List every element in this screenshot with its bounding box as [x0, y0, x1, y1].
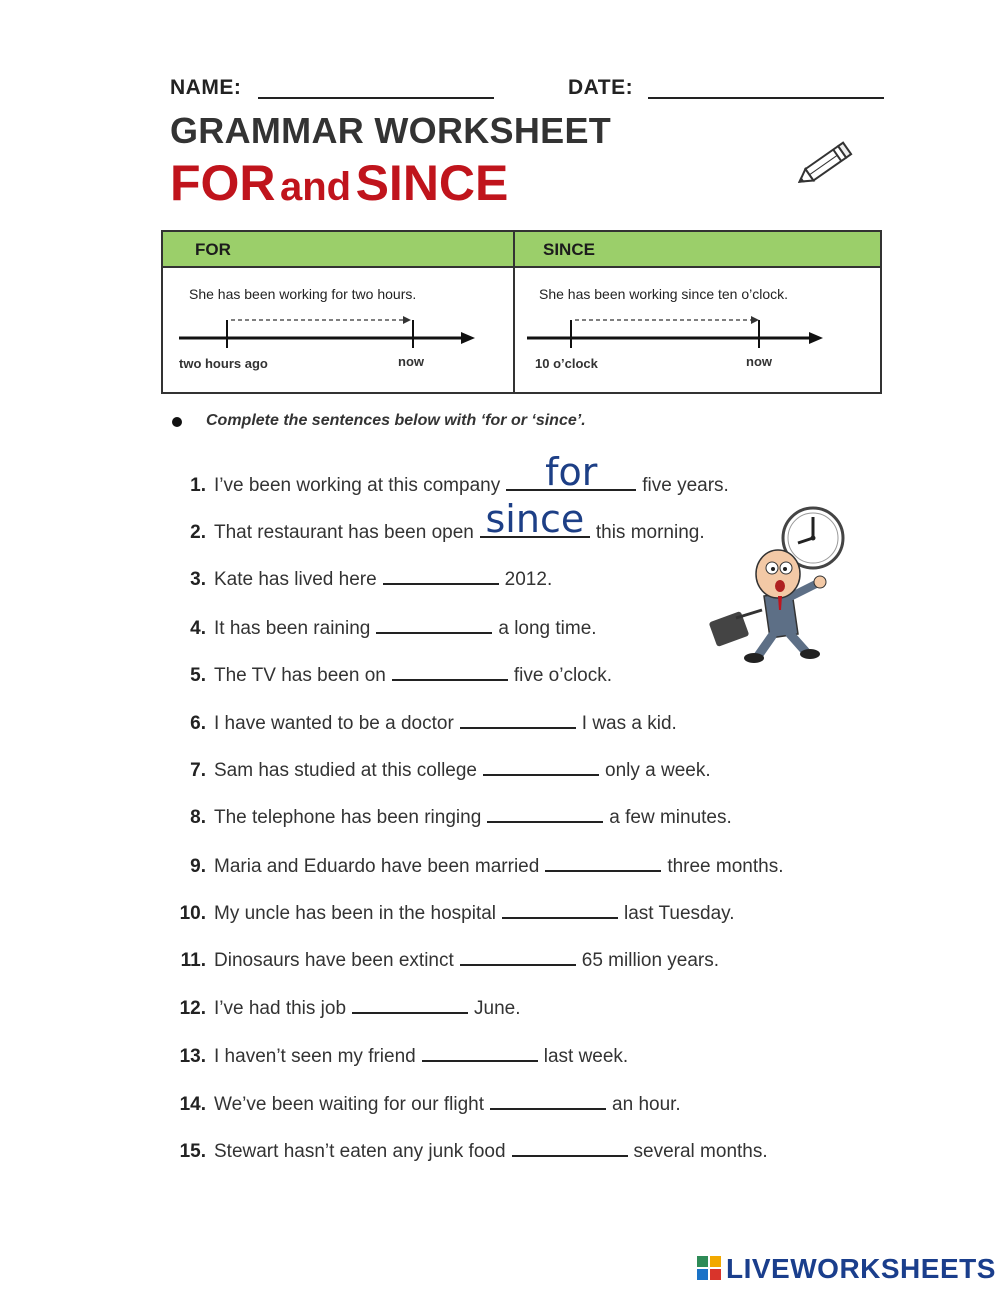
question-row [170, 661, 612, 691]
worksheet-subtitle [170, 155, 509, 211]
answer-blank[interactable] [483, 758, 599, 776]
question-row [170, 709, 677, 739]
answer-blank[interactable] [487, 805, 603, 823]
question-text-after: a few minutes. [609, 807, 732, 828]
question-text-before: The TV has been on [214, 665, 386, 686]
answer-blank[interactable] [422, 1044, 538, 1062]
question-row [170, 994, 521, 1024]
for-heading: FOR [195, 240, 231, 259]
question-text-after: several months. [633, 1141, 768, 1162]
question-text-before: I’ve been working at this company [214, 475, 501, 496]
question-row [170, 614, 597, 644]
since-end-label: now [746, 354, 772, 369]
answer-blank[interactable] [460, 711, 576, 729]
question-number: 5. [190, 665, 206, 686]
instruction-text: Complete the sentences below with ‘for or ‘since’. [206, 412, 586, 429]
worksheet-title: GRAMMAR WORKSHEET [170, 110, 612, 151]
subtitle-for: FOR [170, 155, 276, 211]
question-row [170, 1042, 628, 1072]
question-number: 13. [179, 1046, 206, 1067]
question-number: 4. [190, 618, 206, 639]
date-field[interactable] [648, 97, 884, 99]
question-number: 8. [190, 807, 206, 828]
answer-blank[interactable] [376, 616, 492, 634]
question-text-before: We’ve been waiting for our flight [214, 1094, 485, 1115]
question-number: 3. [190, 569, 206, 590]
for-example: She has been working for two hours. [189, 286, 417, 302]
handwritten-answer: for [545, 450, 598, 494]
answer-blank[interactable] [502, 901, 618, 919]
question-text-after: an hour. [612, 1094, 681, 1115]
question-number: 1. [190, 475, 206, 496]
since-heading: SINCE [543, 240, 595, 259]
question-text-after: last Tuesday. [624, 903, 735, 924]
date-label: DATE: [568, 76, 634, 99]
question-row [170, 852, 783, 882]
since-timeline [525, 310, 825, 350]
answer-blank[interactable] [506, 450, 636, 494]
for-end-label: now [398, 354, 424, 369]
question-row [170, 803, 732, 833]
table-header-row [163, 232, 880, 268]
table-divider [513, 232, 515, 392]
question-text-before: Maria and Eduardo have been married [214, 856, 540, 877]
question-text-before: Kate has lived here [214, 569, 377, 590]
question-number: 9. [190, 856, 206, 877]
question-text-before: My uncle has been in the hospital [214, 903, 497, 924]
liveworksheets-logo-icon [696, 1255, 722, 1281]
question-number: 12. [179, 998, 206, 1019]
businessman-icon [706, 548, 846, 666]
question-number: 7. [190, 760, 206, 781]
answer-blank[interactable] [545, 854, 661, 872]
question-row [170, 450, 729, 501]
question-text-after: last week. [543, 1046, 629, 1067]
for-start-label: two hours ago [179, 356, 268, 371]
question-row [170, 899, 735, 929]
question-text-before: It has been raining [214, 618, 371, 639]
question-text-after: 2012. [504, 569, 553, 590]
question-row [170, 946, 719, 976]
answer-blank[interactable] [383, 567, 499, 585]
question-text-after: five o’clock. [513, 665, 613, 686]
question-number: 6. [190, 713, 206, 734]
question-row [170, 756, 711, 786]
question-row [170, 497, 705, 548]
instruction-bullet [172, 417, 182, 427]
for-since-table [161, 230, 882, 394]
question-text-before: I haven’t seen my friend [214, 1046, 416, 1067]
name-field[interactable] [258, 97, 494, 99]
handwritten-answer: since [485, 497, 585, 541]
question-text-after: this morning. [595, 522, 705, 543]
question-number: 10. [179, 903, 206, 924]
question-text-before: I have wanted to be a doctor [214, 713, 454, 734]
answer-blank[interactable] [392, 663, 508, 681]
question-text-after: I was a kid. [581, 713, 677, 734]
question-text-before: That restaurant has been open [214, 522, 474, 543]
subtitle-and: and [280, 165, 352, 209]
name-label: NAME: [170, 76, 242, 99]
question-text-after: June. [474, 998, 521, 1019]
question-text-after: only a week. [605, 760, 711, 781]
answer-blank[interactable] [490, 1092, 606, 1110]
since-example: She has been working since ten o’clock. [539, 286, 789, 302]
liveworksheets-logo-text: LIVEWORKSHEETS [726, 1253, 996, 1284]
question-row [170, 1090, 681, 1120]
question-text-before: Stewart hasn’t eaten any junk food [214, 1141, 506, 1162]
question-text-after: three months. [667, 856, 784, 877]
answer-blank[interactable] [480, 497, 590, 541]
since-start-label: 10 o’clock [535, 356, 598, 371]
question-row [170, 565, 552, 595]
question-text-after: five years. [642, 475, 729, 496]
question-text-after: 65 million years. [581, 950, 720, 971]
question-text-before: Sam has studied at this college [214, 760, 477, 781]
answer-blank[interactable] [352, 996, 468, 1014]
question-text-before: I’ve had this job [214, 998, 347, 1019]
subtitle-since: SINCE [355, 155, 509, 211]
question-number: 11. [180, 950, 206, 971]
question-row [170, 1137, 768, 1167]
question-text-after: a long time. [498, 618, 597, 639]
pencil-icon [792, 132, 864, 194]
question-number: 14. [179, 1094, 206, 1115]
answer-blank[interactable] [460, 948, 576, 966]
question-text-before: The telephone has been ringing [214, 807, 482, 828]
question-number: 2. [190, 522, 206, 543]
for-timeline [177, 310, 477, 350]
question-text-before: Dinosaurs have been extinct [214, 950, 454, 971]
question-number: 15. [179, 1141, 206, 1162]
answer-blank[interactable] [512, 1139, 628, 1157]
